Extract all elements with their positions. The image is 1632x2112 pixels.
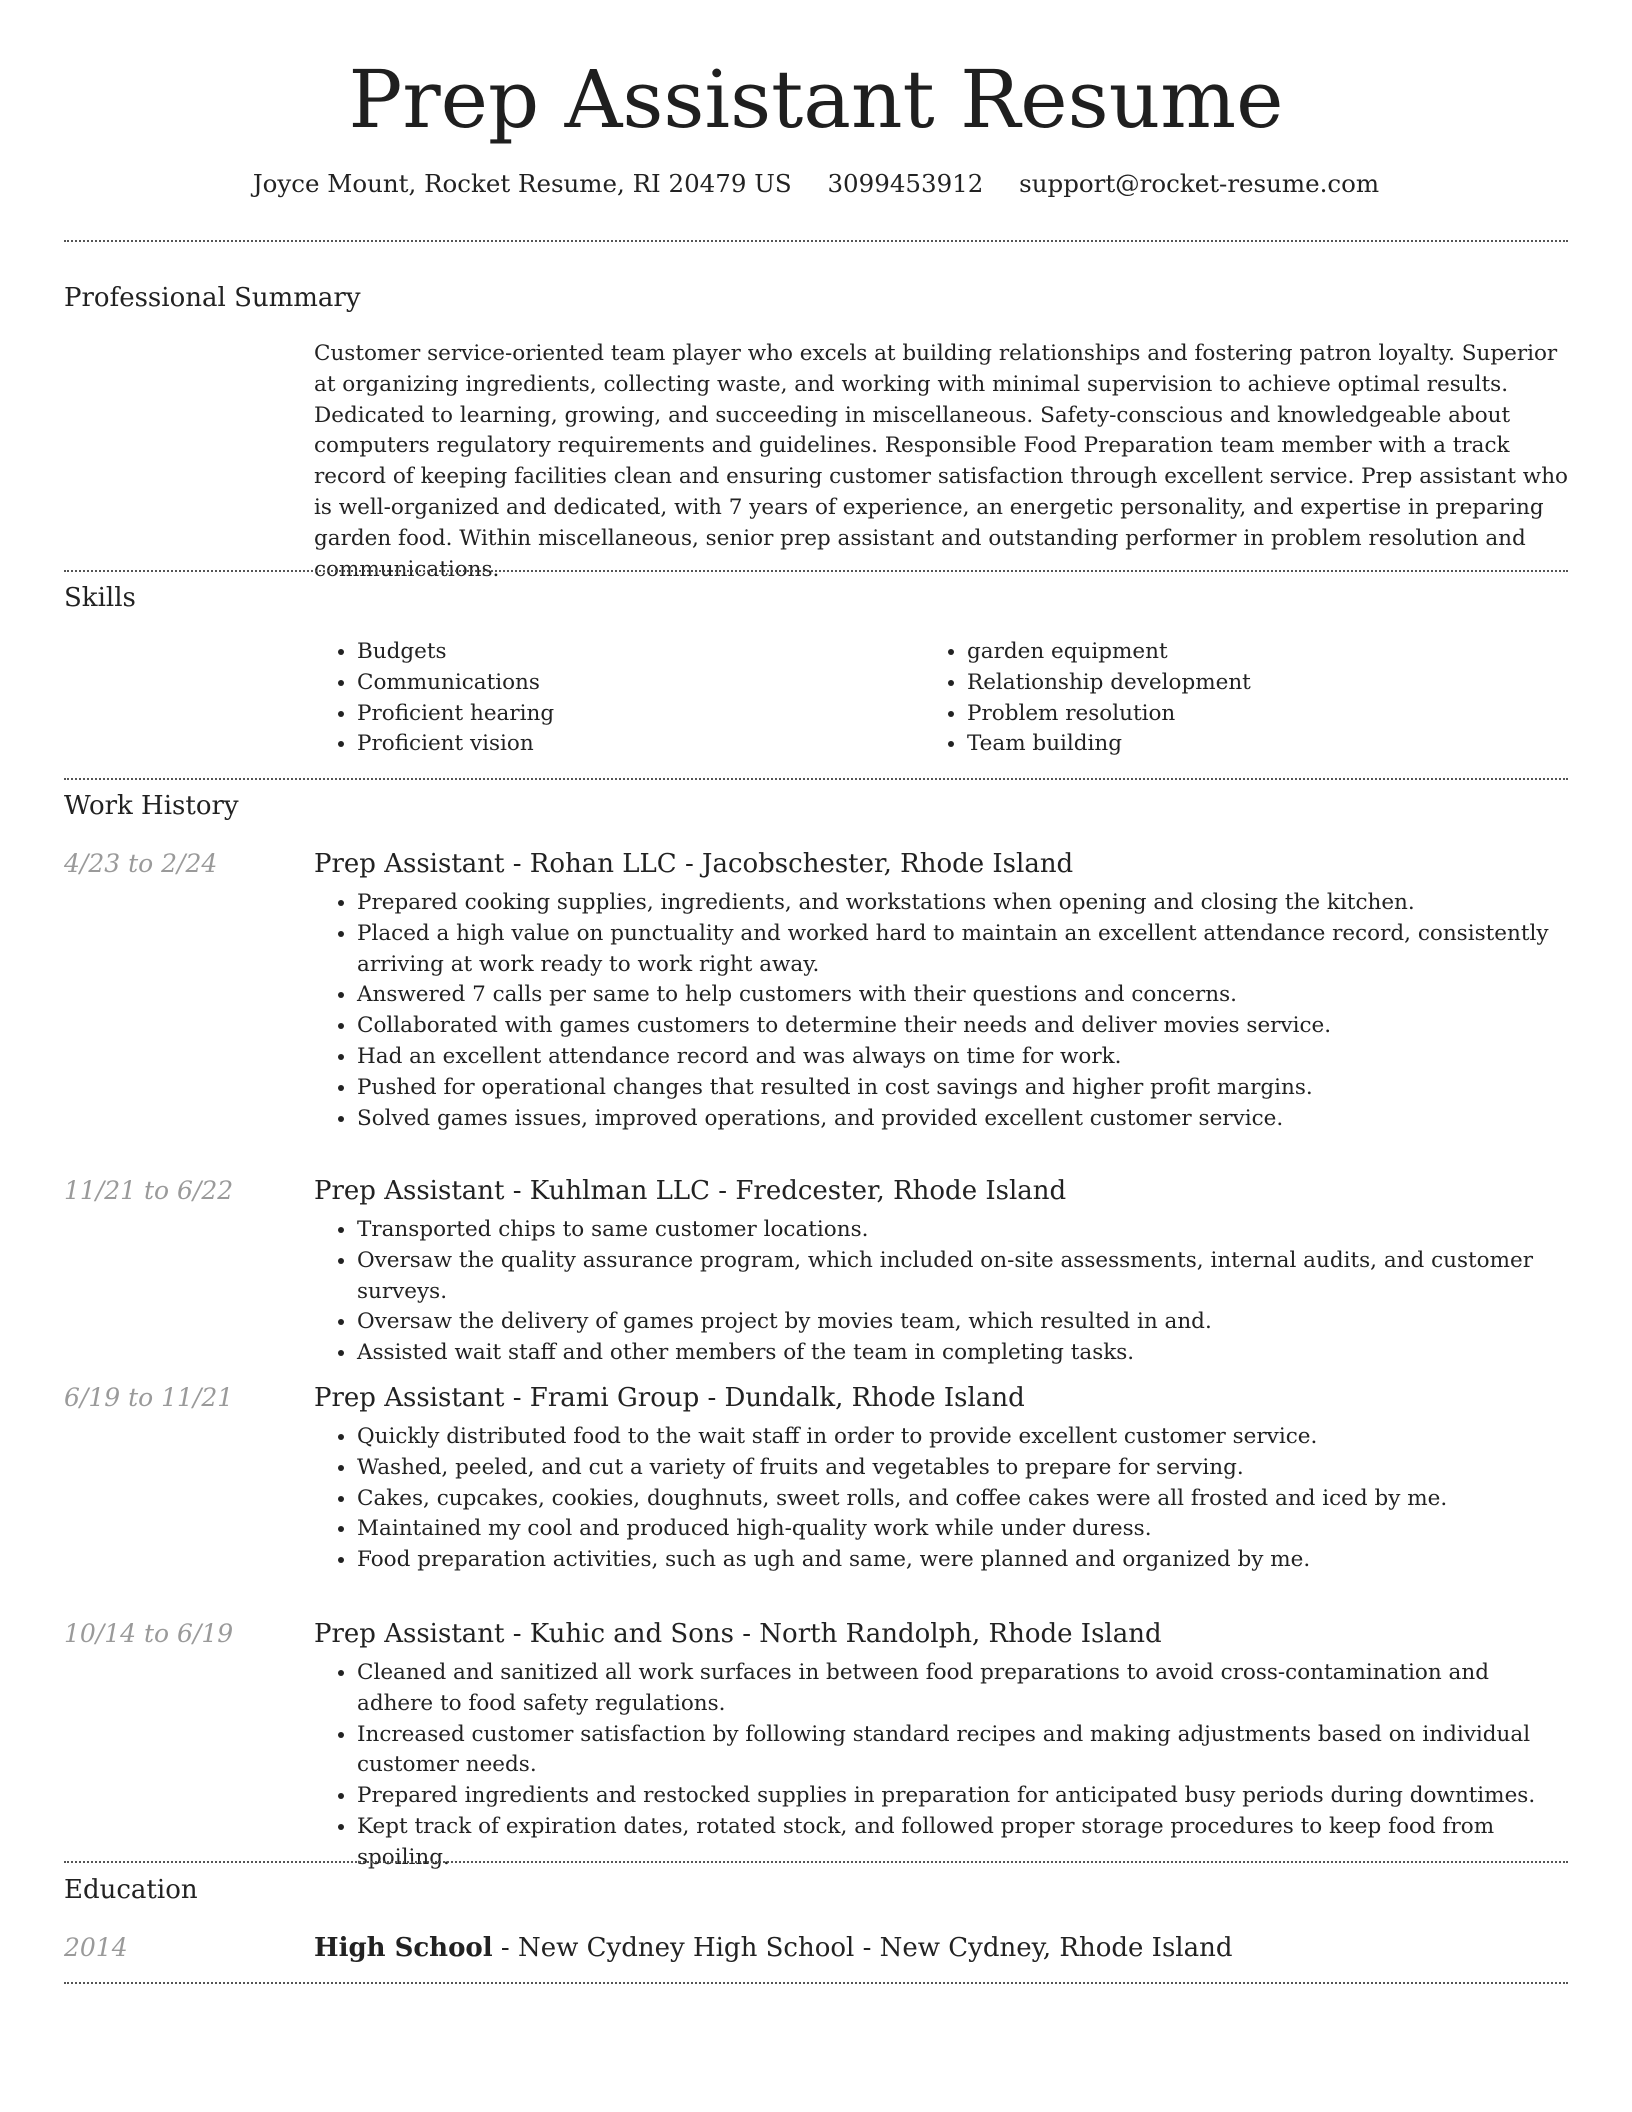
job-bullet: • Washed, peeled, and cut a variety of fruits and vegetables to prepare for serving. [357,1453,1568,1484]
section-title-work-history: Work History [64,791,239,821]
contact-email: support@rocket-resume.com [1019,169,1380,198]
divider [64,1982,1568,1984]
job-bullet: • Placed a high value on punctuality and worked hard to maintain an excellent attendance record, consistently arriving at work ready to work right away. [357,919,1568,981]
job-bullet: • Food preparation activities, such as ugh and same, were planned and organized by me. [357,1545,1568,1576]
skill-item: • Problem resolution [967,699,1524,730]
job-dates: 6/19 to 11/21 [64,1383,234,1412]
job-bullet: • Quickly distributed food to the wait staff in order to provide excellent customer service. [357,1422,1568,1453]
job-bullet: • Pushed for operational changes that resulted in cost savings and higher profit margins. [357,1073,1568,1104]
job-bullet: • Transported chips to same customer locations. [357,1215,1568,1246]
job-title: Prep Assistant - Kuhic and Sons - North Randolph, Rhode Island [314,1619,1162,1649]
skill-item: • garden equipment [967,637,1524,668]
job-bullet: • Solved games issues, improved operations, and provided excellent customer service. [357,1104,1568,1135]
job-bullet: • Increased customer satisfaction by following standard recipes and making adjustments based on individual customer needs. [357,1720,1568,1782]
job-bullet: • Assisted wait staff and other members of the team in completing tasks. [357,1338,1568,1369]
job-bullet: • Kept track of expiration dates, rotated stock, and followed proper storage procedures to keep food from spoiling. [357,1812,1568,1874]
job-bullet: • Answered 7 calls per same to help customers with their questions and concerns. [357,980,1568,1011]
skill-item: • Budgets [357,637,914,668]
education-entry [314,1932,1568,1964]
skill-item: • Proficient hearing [357,699,914,730]
job-bullet: • Prepared cooking supplies, ingredients, and workstations when opening and closing the kitchen. [357,888,1568,919]
job-bullet: • Prepared ingredients and restocked supplies in preparation for anticipated busy periods during downtimes. [357,1781,1568,1812]
contact-phone: 3099453912 [827,169,984,198]
job-title: Prep Assistant - Kuhlman LLC - Fredcester, Rhode Island [314,1176,1067,1206]
job-dates: 11/21 to 6/22 [64,1176,234,1205]
job-dates: 4/23 to 2/24 [64,849,218,878]
section-title-summary: Professional Summary [64,283,361,313]
summary-block [314,339,1568,585]
job-bullet: • Cleaned and sanitized all work surfaces in between food preparations to avoid cross-contamination and adhere to food safety regulations. [357,1658,1568,1720]
summary-text: Customer service-oriented team player who excels at building relationships and fostering patron loyalty. Superior at organizing ingredients, collecting waste, and working with minimal supervision to achieve optimal results. Dedicated to learning, growing, and succeeding in miscellaneous. Safety-conscious and knowledgeable about computers regulatory requirements and guidelines. Responsible Food Preparation team member with a track record of keeping facilities clean and ensuring customer satisfaction through excellent service. Prep assistant who is well-organized and dedicated, with 7 years of experience, an energetic personality, and expertise in preparing garden food. Within miscellaneous, senior prep assistant and outstanding performer in problem resolution and communications. [314,341,1568,582]
contact-line [0,168,1632,200]
job-bullet: • Collaborated with games customers to determine their needs and deliver movies service. [357,1011,1568,1042]
job-bullet: • Oversaw the delivery of games project by movies team, which resulted in and. [357,1307,1568,1338]
section-title-education: Education [64,1875,198,1905]
education-school: - New Cydney High School - New Cydney, Rhode Island [492,1933,1233,1963]
section-title-skills: Skills [64,583,136,613]
job-entry [314,1618,1568,1874]
skills-column-left [314,637,914,760]
education-degree: High School [314,1933,493,1963]
divider [64,570,1568,572]
job-entry [314,1175,1568,1369]
page-title: Prep Assistant Resume [348,53,1284,146]
job-bullet: • Oversaw the quality assurance program, which included on-site assessments, internal audits, and customer surveys. [357,1246,1568,1308]
education-year: 2014 [64,1933,128,1962]
divider [64,240,1568,242]
job-bullet: • Maintained my cool and produced high-quality work while under duress. [357,1514,1568,1545]
skill-item: • Relationship development [967,668,1524,699]
skill-item: • Team building [967,729,1524,760]
skill-item: • Proficient vision [357,729,914,760]
job-entry [314,1382,1568,1576]
education-title [314,1932,1568,1964]
contact-address: Joyce Mount, Rocket Resume, RI 20479 US [252,169,792,198]
skill-item: • Communications [357,668,914,699]
job-entry [314,848,1568,1134]
divider [64,1861,1568,1863]
job-bullet: • Cakes, cupcakes, cookies, doughnuts, sweet rolls, and coffee cakes were all frosted and iced by me. [357,1484,1568,1515]
divider [64,778,1568,780]
job-title: Prep Assistant - Frami Group - Dundalk, Rhode Island [314,1383,1025,1413]
job-bullet: • Had an excellent attendance record and was always on time for work. [357,1042,1568,1073]
job-title: Prep Assistant - Rohan LLC - Jacobschester, Rhode Island [314,849,1074,879]
job-dates: 10/14 to 6/19 [64,1619,234,1648]
skills-column-right [924,637,1524,760]
